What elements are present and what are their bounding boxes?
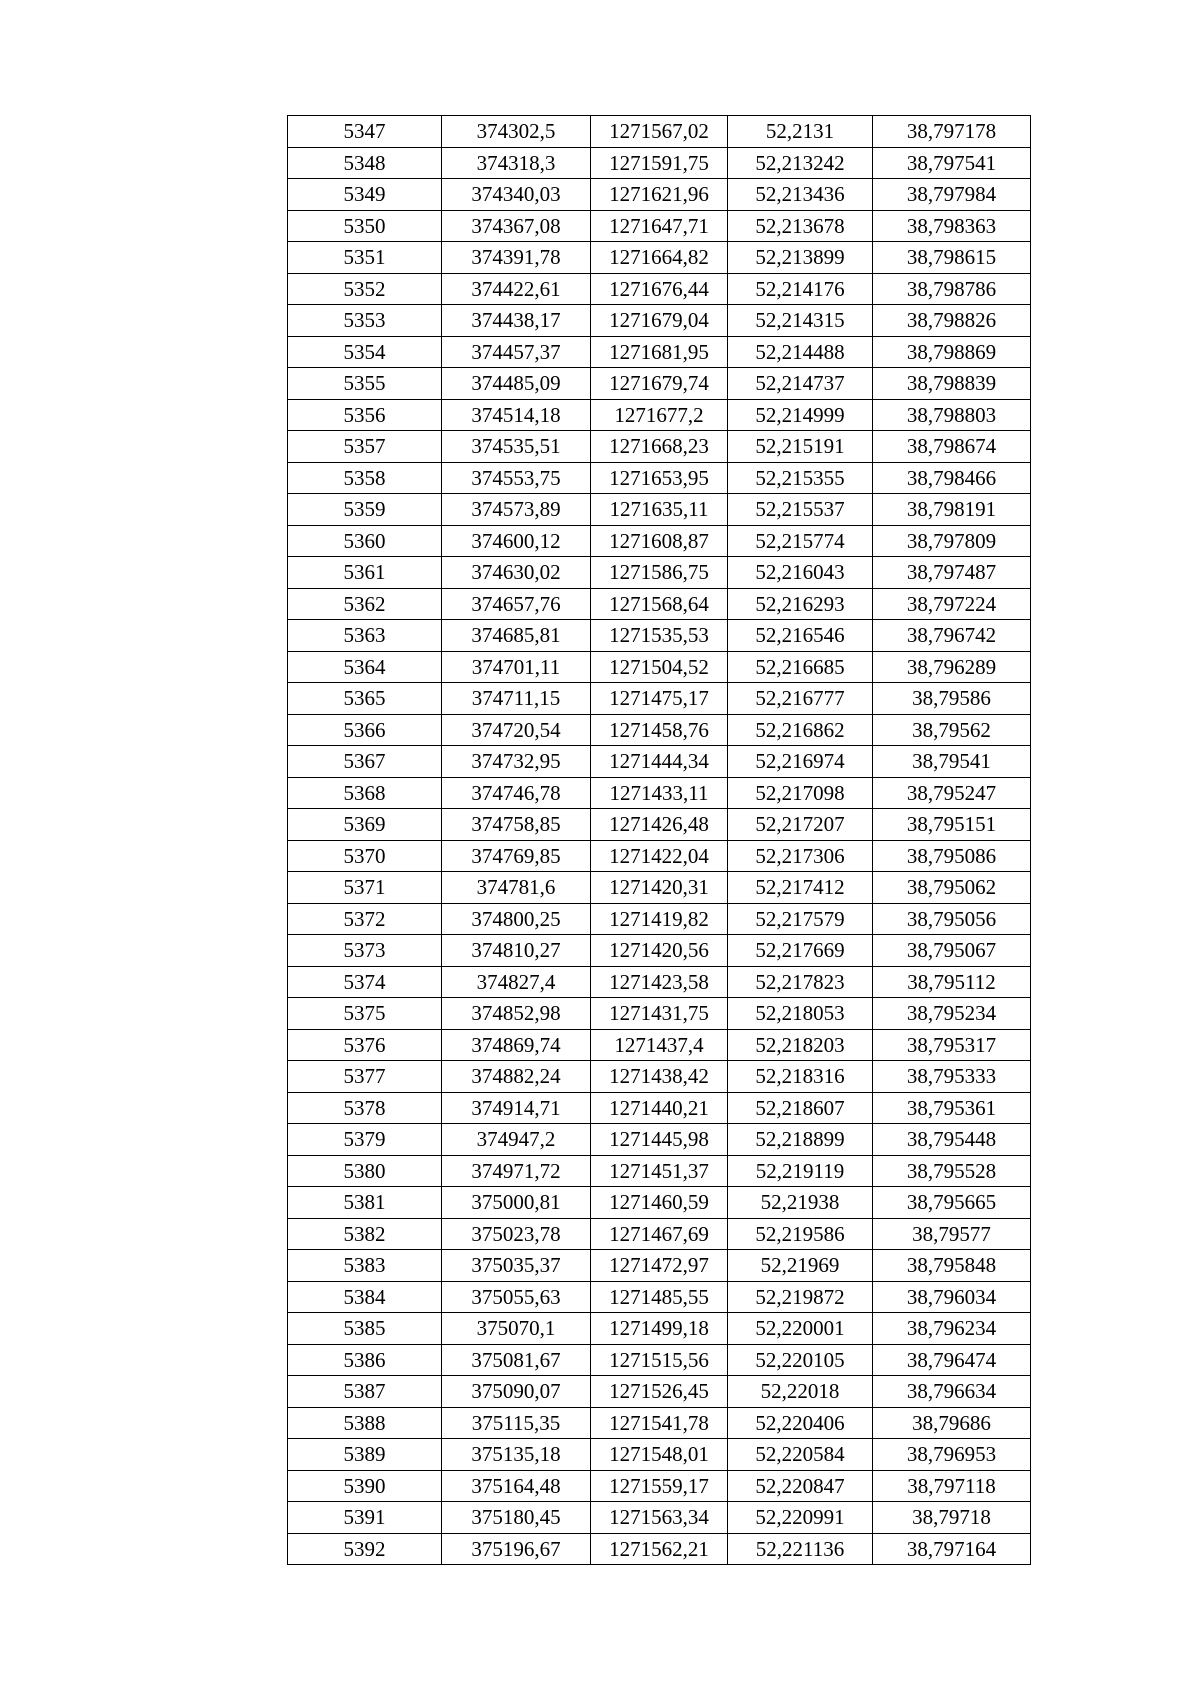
y-coordinate-cell: 1271485,55 xyxy=(591,1281,728,1313)
point-number-cell: 5388 xyxy=(288,1407,442,1439)
longitude-cell: 38,798803 xyxy=(873,399,1031,431)
point-number-cell: 5353 xyxy=(288,305,442,337)
latitude-cell: 52,215355 xyxy=(728,462,873,494)
x-coordinate-cell: 374600,12 xyxy=(442,525,591,557)
y-coordinate-cell: 1271445,98 xyxy=(591,1124,728,1156)
table-row xyxy=(288,336,1031,368)
y-coordinate-cell: 1271419,82 xyxy=(591,903,728,935)
table-row xyxy=(288,147,1031,179)
y-coordinate-cell: 1271438,42 xyxy=(591,1061,728,1093)
point-number-cell: 5365 xyxy=(288,683,442,715)
latitude-cell: 52,21969 xyxy=(728,1250,873,1282)
point-number-cell: 5374 xyxy=(288,966,442,998)
point-number-cell: 5359 xyxy=(288,494,442,526)
y-coordinate-cell: 1271567,02 xyxy=(591,116,728,148)
y-coordinate-cell: 1271420,31 xyxy=(591,872,728,904)
x-coordinate-cell: 374827,4 xyxy=(442,966,591,998)
y-coordinate-cell: 1271422,04 xyxy=(591,840,728,872)
table-row xyxy=(288,494,1031,526)
longitude-cell: 38,798674 xyxy=(873,431,1031,463)
x-coordinate-cell: 374800,25 xyxy=(442,903,591,935)
point-number-cell: 5392 xyxy=(288,1533,442,1565)
y-coordinate-cell: 1271679,04 xyxy=(591,305,728,337)
x-coordinate-cell: 374685,81 xyxy=(442,620,591,652)
longitude-cell: 38,795665 xyxy=(873,1187,1031,1219)
table-row xyxy=(288,651,1031,683)
table-row xyxy=(288,1344,1031,1376)
x-coordinate-cell: 374947,2 xyxy=(442,1124,591,1156)
latitude-cell: 52,216974 xyxy=(728,746,873,778)
point-number-cell: 5354 xyxy=(288,336,442,368)
x-coordinate-cell: 374457,37 xyxy=(442,336,591,368)
point-number-cell: 5389 xyxy=(288,1439,442,1471)
longitude-cell: 38,797809 xyxy=(873,525,1031,557)
point-number-cell: 5367 xyxy=(288,746,442,778)
latitude-cell: 52,220406 xyxy=(728,1407,873,1439)
y-coordinate-cell: 1271460,59 xyxy=(591,1187,728,1219)
longitude-cell: 38,796634 xyxy=(873,1376,1031,1408)
longitude-cell: 38,796034 xyxy=(873,1281,1031,1313)
table-row xyxy=(288,903,1031,935)
latitude-cell: 52,218053 xyxy=(728,998,873,1030)
longitude-cell: 38,79562 xyxy=(873,714,1031,746)
table-row xyxy=(288,525,1031,557)
latitude-cell: 52,216293 xyxy=(728,588,873,620)
y-coordinate-cell: 1271559,17 xyxy=(591,1470,728,1502)
longitude-cell: 38,796234 xyxy=(873,1313,1031,1345)
table-row xyxy=(288,1124,1031,1156)
table-row xyxy=(288,1250,1031,1282)
y-coordinate-cell: 1271504,52 xyxy=(591,651,728,683)
table-row xyxy=(288,305,1031,337)
y-coordinate-cell: 1271440,21 xyxy=(591,1092,728,1124)
longitude-cell: 38,795062 xyxy=(873,872,1031,904)
y-coordinate-cell: 1271515,56 xyxy=(591,1344,728,1376)
x-coordinate-cell: 375180,45 xyxy=(442,1502,591,1534)
latitude-cell: 52,217579 xyxy=(728,903,873,935)
y-coordinate-cell: 1271472,97 xyxy=(591,1250,728,1282)
latitude-cell: 52,216043 xyxy=(728,557,873,589)
latitude-cell: 52,221136 xyxy=(728,1533,873,1565)
point-number-cell: 5380 xyxy=(288,1155,442,1187)
latitude-cell: 52,217207 xyxy=(728,809,873,841)
table-row xyxy=(288,998,1031,1030)
latitude-cell: 52,21938 xyxy=(728,1187,873,1219)
y-coordinate-cell: 1271676,44 xyxy=(591,273,728,305)
longitude-cell: 38,797487 xyxy=(873,557,1031,589)
table-row xyxy=(288,935,1031,967)
table-row xyxy=(288,1187,1031,1219)
point-number-cell: 5364 xyxy=(288,651,442,683)
table-row xyxy=(288,620,1031,652)
table-row xyxy=(288,588,1031,620)
y-coordinate-cell: 1271608,87 xyxy=(591,525,728,557)
x-coordinate-cell: 374732,95 xyxy=(442,746,591,778)
table-row xyxy=(288,210,1031,242)
longitude-cell: 38,79718 xyxy=(873,1502,1031,1534)
point-number-cell: 5356 xyxy=(288,399,442,431)
latitude-cell: 52,217306 xyxy=(728,840,873,872)
longitude-cell: 38,797984 xyxy=(873,179,1031,211)
y-coordinate-cell: 1271677,2 xyxy=(591,399,728,431)
table-row xyxy=(288,1407,1031,1439)
y-coordinate-cell: 1271420,56 xyxy=(591,935,728,967)
latitude-cell: 52,220105 xyxy=(728,1344,873,1376)
x-coordinate-cell: 374711,15 xyxy=(442,683,591,715)
x-coordinate-cell: 375000,81 xyxy=(442,1187,591,1219)
table-row xyxy=(288,1061,1031,1093)
latitude-cell: 52,218607 xyxy=(728,1092,873,1124)
longitude-cell: 38,797118 xyxy=(873,1470,1031,1502)
table-row xyxy=(288,557,1031,589)
y-coordinate-cell: 1271423,58 xyxy=(591,966,728,998)
table-row xyxy=(288,872,1031,904)
x-coordinate-cell: 374553,75 xyxy=(442,462,591,494)
table-row xyxy=(288,1533,1031,1565)
y-coordinate-cell: 1271475,17 xyxy=(591,683,728,715)
table-row xyxy=(288,1029,1031,1061)
x-coordinate-cell: 375164,48 xyxy=(442,1470,591,1502)
latitude-cell: 52,215537 xyxy=(728,494,873,526)
latitude-cell: 52,217823 xyxy=(728,966,873,998)
x-coordinate-cell: 374701,11 xyxy=(442,651,591,683)
table-row xyxy=(288,116,1031,148)
y-coordinate-cell: 1271451,37 xyxy=(591,1155,728,1187)
x-coordinate-cell: 374781,6 xyxy=(442,872,591,904)
longitude-cell: 38,795247 xyxy=(873,777,1031,809)
y-coordinate-cell: 1271535,53 xyxy=(591,620,728,652)
point-number-cell: 5378 xyxy=(288,1092,442,1124)
point-number-cell: 5348 xyxy=(288,147,442,179)
longitude-cell: 38,795112 xyxy=(873,966,1031,998)
x-coordinate-cell: 374422,61 xyxy=(442,273,591,305)
x-coordinate-cell: 374391,78 xyxy=(442,242,591,274)
latitude-cell: 52,219872 xyxy=(728,1281,873,1313)
latitude-cell: 52,216777 xyxy=(728,683,873,715)
latitude-cell: 52,219119 xyxy=(728,1155,873,1187)
point-number-cell: 5387 xyxy=(288,1376,442,1408)
longitude-cell: 38,797164 xyxy=(873,1533,1031,1565)
x-coordinate-cell: 375090,07 xyxy=(442,1376,591,1408)
point-number-cell: 5361 xyxy=(288,557,442,589)
table-row xyxy=(288,242,1031,274)
point-number-cell: 5368 xyxy=(288,777,442,809)
longitude-cell: 38,795067 xyxy=(873,935,1031,967)
table-row xyxy=(288,777,1031,809)
y-coordinate-cell: 1271526,45 xyxy=(591,1376,728,1408)
x-coordinate-cell: 374438,17 xyxy=(442,305,591,337)
point-number-cell: 5390 xyxy=(288,1470,442,1502)
point-number-cell: 5347 xyxy=(288,116,442,148)
y-coordinate-cell: 1271426,48 xyxy=(591,809,728,841)
point-number-cell: 5391 xyxy=(288,1502,442,1534)
longitude-cell: 38,797178 xyxy=(873,116,1031,148)
y-coordinate-cell: 1271568,64 xyxy=(591,588,728,620)
latitude-cell: 52,220847 xyxy=(728,1470,873,1502)
y-coordinate-cell: 1271681,95 xyxy=(591,336,728,368)
table-row xyxy=(288,746,1031,778)
y-coordinate-cell: 1271499,18 xyxy=(591,1313,728,1345)
point-number-cell: 5371 xyxy=(288,872,442,904)
table-row xyxy=(288,1281,1031,1313)
y-coordinate-cell: 1271647,71 xyxy=(591,210,728,242)
y-coordinate-cell: 1271679,74 xyxy=(591,368,728,400)
y-coordinate-cell: 1271664,82 xyxy=(591,242,728,274)
table-row xyxy=(288,1502,1031,1534)
latitude-cell: 52,213436 xyxy=(728,179,873,211)
longitude-cell: 38,798191 xyxy=(873,494,1031,526)
latitude-cell: 52,22018 xyxy=(728,1376,873,1408)
coordinates-table-body xyxy=(288,116,1031,1565)
point-number-cell: 5350 xyxy=(288,210,442,242)
latitude-cell: 52,215774 xyxy=(728,525,873,557)
point-number-cell: 5383 xyxy=(288,1250,442,1282)
y-coordinate-cell: 1271563,34 xyxy=(591,1502,728,1534)
table-row xyxy=(288,966,1031,998)
x-coordinate-cell: 374758,85 xyxy=(442,809,591,841)
x-coordinate-cell: 375196,67 xyxy=(442,1533,591,1565)
point-number-cell: 5369 xyxy=(288,809,442,841)
point-number-cell: 5377 xyxy=(288,1061,442,1093)
longitude-cell: 38,798869 xyxy=(873,336,1031,368)
x-coordinate-cell: 374971,72 xyxy=(442,1155,591,1187)
table-row xyxy=(288,368,1031,400)
longitude-cell: 38,795448 xyxy=(873,1124,1031,1156)
y-coordinate-cell: 1271467,69 xyxy=(591,1218,728,1250)
point-number-cell: 5351 xyxy=(288,242,442,274)
point-number-cell: 5370 xyxy=(288,840,442,872)
point-number-cell: 5363 xyxy=(288,620,442,652)
point-number-cell: 5375 xyxy=(288,998,442,1030)
point-number-cell: 5366 xyxy=(288,714,442,746)
latitude-cell: 52,2131 xyxy=(728,116,873,148)
longitude-cell: 38,79577 xyxy=(873,1218,1031,1250)
latitude-cell: 52,213678 xyxy=(728,210,873,242)
table-row xyxy=(288,1155,1031,1187)
latitude-cell: 52,214315 xyxy=(728,305,873,337)
longitude-cell: 38,796474 xyxy=(873,1344,1031,1376)
longitude-cell: 38,798615 xyxy=(873,242,1031,274)
point-number-cell: 5373 xyxy=(288,935,442,967)
x-coordinate-cell: 374882,24 xyxy=(442,1061,591,1093)
latitude-cell: 52,220584 xyxy=(728,1439,873,1471)
longitude-cell: 38,795234 xyxy=(873,998,1031,1030)
table-row xyxy=(288,431,1031,463)
y-coordinate-cell: 1271444,34 xyxy=(591,746,728,778)
table-row xyxy=(288,809,1031,841)
point-number-cell: 5355 xyxy=(288,368,442,400)
x-coordinate-cell: 374769,85 xyxy=(442,840,591,872)
y-coordinate-cell: 1271541,78 xyxy=(591,1407,728,1439)
table-row xyxy=(288,1092,1031,1124)
table-row xyxy=(288,840,1031,872)
x-coordinate-cell: 375070,1 xyxy=(442,1313,591,1345)
point-number-cell: 5362 xyxy=(288,588,442,620)
longitude-cell: 38,796289 xyxy=(873,651,1031,683)
latitude-cell: 52,215191 xyxy=(728,431,873,463)
y-coordinate-cell: 1271458,76 xyxy=(591,714,728,746)
x-coordinate-cell: 375081,67 xyxy=(442,1344,591,1376)
longitude-cell: 38,798363 xyxy=(873,210,1031,242)
x-coordinate-cell: 374810,27 xyxy=(442,935,591,967)
table-row xyxy=(288,273,1031,305)
longitude-cell: 38,79586 xyxy=(873,683,1031,715)
longitude-cell: 38,798786 xyxy=(873,273,1031,305)
y-coordinate-cell: 1271548,01 xyxy=(591,1439,728,1471)
x-coordinate-cell: 374340,03 xyxy=(442,179,591,211)
point-number-cell: 5372 xyxy=(288,903,442,935)
latitude-cell: 52,220001 xyxy=(728,1313,873,1345)
latitude-cell: 52,217098 xyxy=(728,777,873,809)
latitude-cell: 52,214488 xyxy=(728,336,873,368)
longitude-cell: 38,795056 xyxy=(873,903,1031,935)
latitude-cell: 52,214737 xyxy=(728,368,873,400)
latitude-cell: 52,216862 xyxy=(728,714,873,746)
longitude-cell: 38,795361 xyxy=(873,1092,1031,1124)
latitude-cell: 52,219586 xyxy=(728,1218,873,1250)
point-number-cell: 5360 xyxy=(288,525,442,557)
latitude-cell: 52,214176 xyxy=(728,273,873,305)
point-number-cell: 5385 xyxy=(288,1313,442,1345)
longitude-cell: 38,796742 xyxy=(873,620,1031,652)
latitude-cell: 52,218203 xyxy=(728,1029,873,1061)
latitude-cell: 52,217412 xyxy=(728,872,873,904)
x-coordinate-cell: 375035,37 xyxy=(442,1250,591,1282)
longitude-cell: 38,795151 xyxy=(873,809,1031,841)
table-row xyxy=(288,399,1031,431)
x-coordinate-cell: 374302,5 xyxy=(442,116,591,148)
x-coordinate-cell: 374535,51 xyxy=(442,431,591,463)
latitude-cell: 52,214999 xyxy=(728,399,873,431)
y-coordinate-cell: 1271562,21 xyxy=(591,1533,728,1565)
table-row xyxy=(288,462,1031,494)
x-coordinate-cell: 374318,3 xyxy=(442,147,591,179)
longitude-cell: 38,798839 xyxy=(873,368,1031,400)
point-number-cell: 5376 xyxy=(288,1029,442,1061)
latitude-cell: 52,216546 xyxy=(728,620,873,652)
longitude-cell: 38,796953 xyxy=(873,1439,1031,1471)
x-coordinate-cell: 375023,78 xyxy=(442,1218,591,1250)
longitude-cell: 38,798826 xyxy=(873,305,1031,337)
longitude-cell: 38,79686 xyxy=(873,1407,1031,1439)
y-coordinate-cell: 1271591,75 xyxy=(591,147,728,179)
x-coordinate-cell: 374657,76 xyxy=(442,588,591,620)
longitude-cell: 38,798466 xyxy=(873,462,1031,494)
longitude-cell: 38,795317 xyxy=(873,1029,1031,1061)
longitude-cell: 38,79541 xyxy=(873,746,1031,778)
point-number-cell: 5358 xyxy=(288,462,442,494)
longitude-cell: 38,795528 xyxy=(873,1155,1031,1187)
y-coordinate-cell: 1271586,75 xyxy=(591,557,728,589)
latitude-cell: 52,217669 xyxy=(728,935,873,967)
point-number-cell: 5357 xyxy=(288,431,442,463)
longitude-cell: 38,797541 xyxy=(873,147,1031,179)
point-number-cell: 5382 xyxy=(288,1218,442,1250)
longitude-cell: 38,795086 xyxy=(873,840,1031,872)
point-number-cell: 5349 xyxy=(288,179,442,211)
longitude-cell: 38,797224 xyxy=(873,588,1031,620)
table-row xyxy=(288,179,1031,211)
table-row xyxy=(288,714,1031,746)
latitude-cell: 52,213899 xyxy=(728,242,873,274)
longitude-cell: 38,795333 xyxy=(873,1061,1031,1093)
x-coordinate-cell: 374485,09 xyxy=(442,368,591,400)
latitude-cell: 52,218899 xyxy=(728,1124,873,1156)
x-coordinate-cell: 374914,71 xyxy=(442,1092,591,1124)
x-coordinate-cell: 374852,98 xyxy=(442,998,591,1030)
coordinates-table xyxy=(287,115,1031,1565)
table-row xyxy=(288,1218,1031,1250)
y-coordinate-cell: 1271635,11 xyxy=(591,494,728,526)
y-coordinate-cell: 1271431,75 xyxy=(591,998,728,1030)
table-row xyxy=(288,1470,1031,1502)
y-coordinate-cell: 1271653,95 xyxy=(591,462,728,494)
latitude-cell: 52,220991 xyxy=(728,1502,873,1534)
x-coordinate-cell: 375135,18 xyxy=(442,1439,591,1471)
x-coordinate-cell: 374869,74 xyxy=(442,1029,591,1061)
y-coordinate-cell: 1271437,4 xyxy=(591,1029,728,1061)
table-row xyxy=(288,1439,1031,1471)
x-coordinate-cell: 374746,78 xyxy=(442,777,591,809)
point-number-cell: 5381 xyxy=(288,1187,442,1219)
latitude-cell: 52,218316 xyxy=(728,1061,873,1093)
table-row xyxy=(288,683,1031,715)
x-coordinate-cell: 375055,63 xyxy=(442,1281,591,1313)
point-number-cell: 5379 xyxy=(288,1124,442,1156)
table-row xyxy=(288,1313,1031,1345)
y-coordinate-cell: 1271621,96 xyxy=(591,179,728,211)
x-coordinate-cell: 374573,89 xyxy=(442,494,591,526)
table-row xyxy=(288,1376,1031,1408)
point-number-cell: 5384 xyxy=(288,1281,442,1313)
x-coordinate-cell: 374514,18 xyxy=(442,399,591,431)
latitude-cell: 52,216685 xyxy=(728,651,873,683)
x-coordinate-cell: 374630,02 xyxy=(442,557,591,589)
longitude-cell: 38,795848 xyxy=(873,1250,1031,1282)
point-number-cell: 5386 xyxy=(288,1344,442,1376)
point-number-cell: 5352 xyxy=(288,273,442,305)
x-coordinate-cell: 374720,54 xyxy=(442,714,591,746)
y-coordinate-cell: 1271668,23 xyxy=(591,431,728,463)
y-coordinate-cell: 1271433,11 xyxy=(591,777,728,809)
latitude-cell: 52,213242 xyxy=(728,147,873,179)
x-coordinate-cell: 375115,35 xyxy=(442,1407,591,1439)
x-coordinate-cell: 374367,08 xyxy=(442,210,591,242)
